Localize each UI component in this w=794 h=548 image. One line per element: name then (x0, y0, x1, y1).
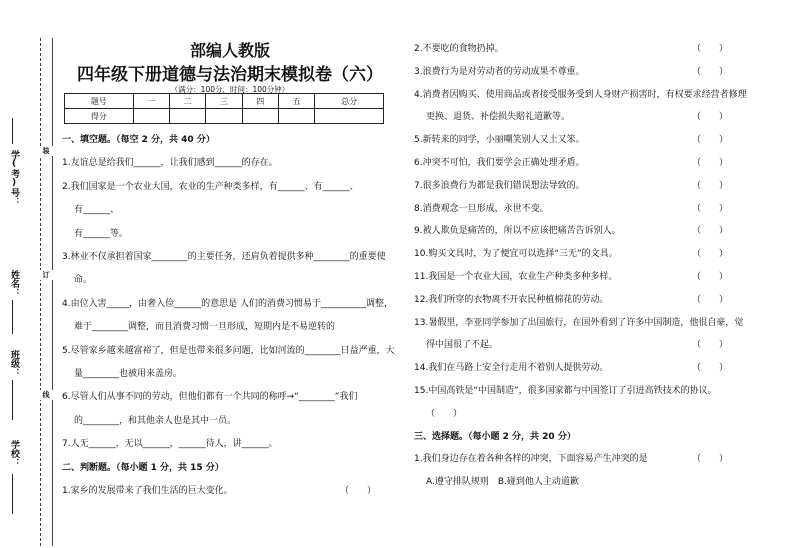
question-line: 9.被人欺负是痛苦的，所以不应该把痛苦告诉别人。 (414, 226, 621, 237)
score-header-cell: 一 (133, 94, 169, 109)
answer-parentheses[interactable]: （ ） (692, 203, 729, 214)
answer-parentheses[interactable]: （ ） (692, 363, 729, 374)
class-line (12, 380, 13, 420)
section-heading: 三、选择题。（每小题 2 分，共 20 分） (414, 431, 576, 442)
exam-meta: （满分：100分，时间：100分钟） (170, 85, 290, 94)
score-input-cell[interactable] (169, 109, 205, 124)
answer-parentheses[interactable]: （ ） (692, 249, 729, 260)
question-line: 的________，和其他亲人也是其中一员。 (74, 415, 237, 426)
score-input-cell[interactable] (206, 109, 242, 124)
student-id-label: 学(考)号： (9, 150, 19, 206)
question-line: （ ） (426, 408, 463, 419)
question-line: 15.中国高铁是“中国制造”，很多国家都与中国签订了引进高铁技术的协议。 (414, 386, 717, 396)
question-line: 6.冲突不可怕，我们要学会正确处理矛盾。 (414, 158, 585, 168)
score-table (64, 93, 384, 124)
question-line: 11.我国是一个农业大国，农业生产种类多种多样。 (414, 272, 618, 282)
question-line: 难于________调整，而且消费习惯一旦形成，短期内是不易逆转的 (74, 322, 336, 333)
binding-solid-line (52, 38, 53, 546)
binding-char-xian: 线 (36, 390, 56, 400)
question-line: 12.我们所穿的衣物离不开农民种植棉花的劳动。 (414, 294, 609, 305)
score-input-cell[interactable] (133, 109, 169, 124)
section-heading: 二、判断题。（每小题 1 分，共 15 分） (62, 462, 224, 473)
question-line: 7.人无______，无以______，______待人，讲______。 (62, 439, 278, 450)
question-line: 命。 (74, 275, 93, 286)
publisher-heading: 部编人教版 (189, 41, 270, 60)
answer-parentheses[interactable]: （ ） (692, 66, 729, 77)
answer-parentheses[interactable]: （ ） (692, 340, 729, 351)
question-line: 2.不要吃的食物扔掉。 (414, 44, 504, 54)
score-input-cell[interactable] (278, 109, 314, 124)
score-row-label: 得分 (65, 109, 134, 124)
answer-parentheses[interactable]: （ ） (692, 158, 729, 168)
score-header-cell: 三 (206, 94, 242, 109)
question-line: 有______、 (74, 205, 120, 216)
question-line: 2.我们国家是一个农业大国，农业的生产种类多样，有______、有______、 (62, 181, 359, 192)
answer-parentheses[interactable]: （ ） (340, 486, 377, 496)
question-line: 13.暑假里，李亚同学参加了出国旅行，在国外看到了许多中国制造，他很自豪，觉 (414, 317, 744, 328)
score-input-cell[interactable] (315, 109, 384, 124)
binding-char-zhuang: 装 (36, 146, 56, 156)
name-line (12, 300, 13, 334)
answer-parentheses[interactable]: （ ） (692, 44, 729, 54)
question-line: 14.我们在马路上安全行走用不着别人提供劳动。 (414, 363, 609, 374)
question-line: 6.尽管人们从事不同的劳动，但他们都有一个共同的称呼→“________”我们 (62, 392, 358, 403)
school-line (12, 474, 13, 514)
answer-parentheses[interactable]: （ ） (692, 180, 729, 191)
question-line: A.遵守排队规则 B.碰到他人主动道歉 (426, 477, 579, 488)
question-line: 5.新转来的同学，小丽嘲笑别人又土又笨。 (414, 135, 585, 146)
question-line: 得中国很了不起。 (426, 340, 499, 351)
question-line: 3.浪费行为是对劳动者的劳动成果不尊重。 (414, 66, 585, 77)
answer-parentheses[interactable]: （ ） (692, 272, 729, 282)
question-line: 10.购买文具时，为了便宜可以选择“三无”的文具。 (414, 249, 618, 260)
answer-parentheses[interactable]: （ ） (692, 135, 729, 146)
answer-parentheses[interactable]: （ ） (692, 454, 729, 465)
answer-parentheses[interactable]: （ ） (692, 294, 729, 305)
question-line: 1.友谊总是给我们______，让我们感到______的存在。 (62, 158, 278, 169)
score-input-cell[interactable] (242, 109, 278, 124)
question-line: 5.尽管家乡越来越富裕了，但是也带来很多问题，比如河流的________日益严重，大 (62, 345, 395, 356)
score-header-cell: 总分 (315, 94, 384, 109)
score-header-cell: 二 (169, 94, 205, 109)
question-line: 7.很多浪费行为都是我们错误想法导致的。 (414, 180, 585, 191)
question-line: 量________也被用来盖房。 (74, 369, 183, 379)
section-heading: 一、填空题。（每空 2 分，共 40 分） (62, 135, 215, 145)
name-label: 姓名： (9, 270, 19, 297)
question-line: 1.我们身边存在着各种各样的冲突，下面容易产生冲突的是 (414, 454, 648, 465)
score-header-cell: 四 (242, 94, 278, 109)
question-line: 3.林业不仅承担着国家________的主要任务，还肩负着提供多种________的重要使 (62, 252, 386, 262)
binding-char-ding: 订 (36, 270, 56, 280)
school-label: 学校： (9, 440, 19, 467)
question-line: 4.消费者因购买、使用商品或者接受服务受到人身财产损害时，有权要求经营者修理 (414, 89, 747, 100)
question-line: 1.家乡的发展带来了我们生活的巨大变化。 (62, 486, 233, 496)
class-label: 班级： (9, 350, 19, 377)
question-line: 8.消费观念一旦形成，永世不变。 (414, 203, 549, 214)
question-line: 有______等。 (74, 228, 129, 239)
exam-title: 四年级下册道德与法治期末模拟卷（六） (77, 65, 383, 85)
binding-dashed-line (40, 38, 41, 546)
answer-parentheses[interactable]: （ ） (692, 112, 729, 123)
student-id-line (12, 118, 13, 144)
question-line: 更换、退货、补偿损失赔礼道歉等。 (426, 112, 571, 123)
question-line: 4.由位入害_____，由奢入俭______的意思是 人们的消费习惯易于__________调整， (62, 298, 393, 309)
answer-parentheses[interactable]: （ ） (692, 226, 729, 237)
score-header-cell: 题号 (65, 94, 134, 109)
score-header-cell: 五 (278, 94, 314, 109)
